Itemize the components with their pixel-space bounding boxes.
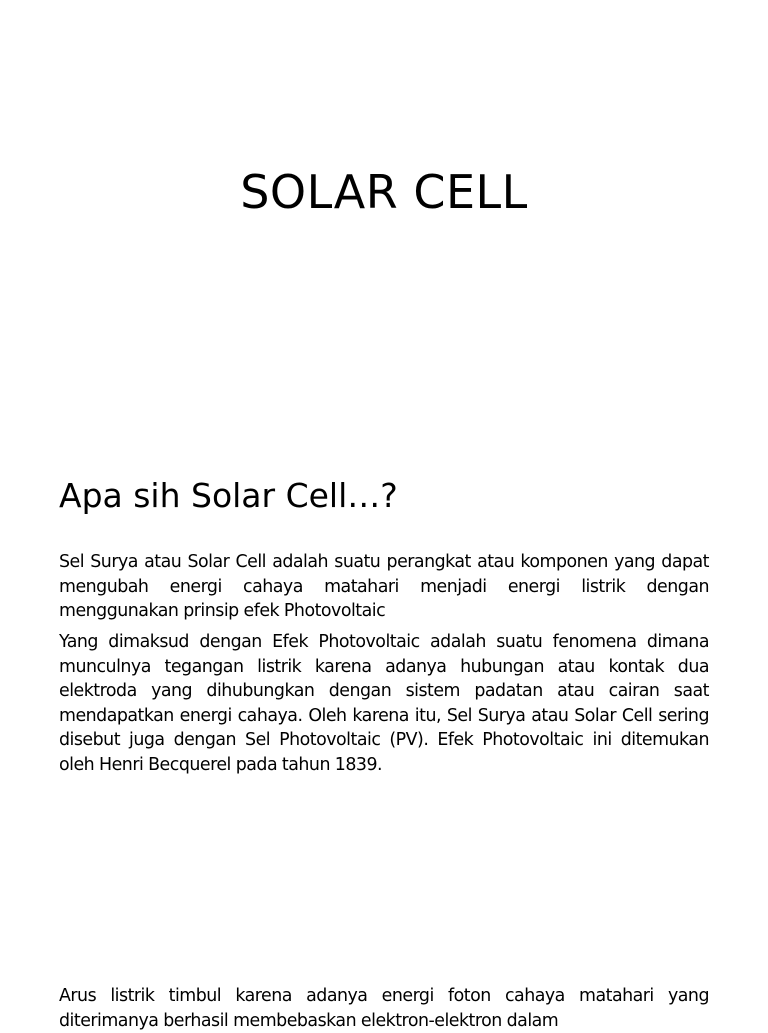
slide-title: SOLAR CELL [240,165,528,219]
paragraph-definition: Sel Surya atau Solar Cell adalah suatu perangkat atau komponen yang dapat mengubah energi cahaya matahari menjadi energi listrik dengan menggunakan prinsip efek Photovoltaic [59,552,709,621]
paragraph-electric-current: Arus listrik timbul karena adanya energi foton cahaya matahari yang diterimanya berhasil membebaskan elektron-elektron dalam [59,986,709,1031]
section-heading: Apa sih Solar Cell…? [59,476,398,515]
paragraph-photovoltaic-effect: Yang dimaksud dengan Efek Photovoltaic adalah suatu fenomena dimana munculnya tegangan listrik karena adanya hubungan atau kontak dua elektroda yang dihubungkan dengan sistem padatan atau cairan saat mendapatkan energi cahaya. Oleh karena itu, Sel Surya atau Solar Cell sering disebut juga dengan Sel Photovoltaic (PV). Efek Photovoltaic ini ditemukan oleh Henri Becquerel pada tahun 1839. [59,632,709,775]
